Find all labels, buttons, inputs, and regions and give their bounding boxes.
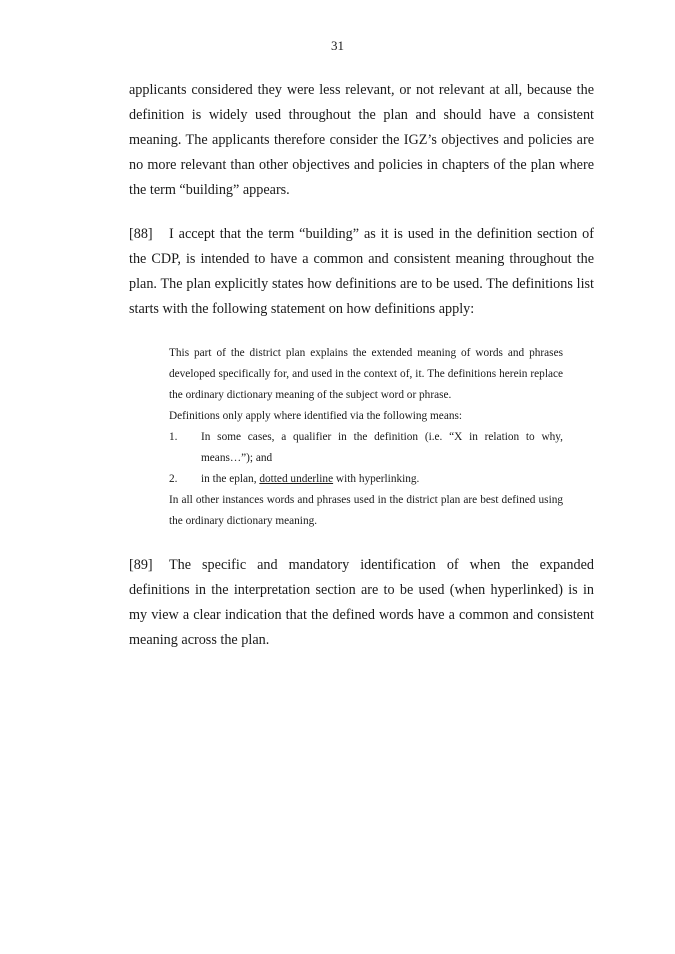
quote-list-text: In some cases, a qualifier in the definition (i.e. “X in relation to why, means…”); and bbox=[201, 431, 563, 464]
definitions-quote bbox=[169, 343, 563, 532]
paragraph-intro: applicants considered they were less relevant, or not relevant at all, because the definition is widely used throughout the plan and should have a consistent meaning. The applicants therefore consider the IGZ’s objectives and policies are no more relevant than other objectives and policies in chapters of the plan where the term “building” appears. bbox=[129, 82, 594, 198]
page-number: 31 bbox=[331, 38, 344, 53]
paragraph-88 bbox=[129, 222, 594, 322]
quote-item-2-after: with hyperlinking. bbox=[333, 473, 420, 485]
quote-lead: Definitions only apply where identified via the following means: bbox=[169, 410, 463, 422]
dotted-underline-example: dotted underline bbox=[259, 473, 334, 485]
quote-item-2-before: in the eplan, bbox=[201, 473, 260, 485]
quote-list-item-1 bbox=[169, 427, 563, 469]
paragraph-89-number: [89] bbox=[129, 557, 153, 573]
paragraph-89-text: The specific and mandatory identification of when the expanded definitions in the interpretation section are to be used (when hyperlinked) is in my view a clear indication that the defined words have a common and consistent meaning across the plan. bbox=[129, 557, 594, 648]
quote-intro: This part of the district plan explains the extended meaning of words and phrases developed specifically for, and used in the context of, it. The definitions herein replace the ordinary dictionary meaning of the subject word or phrase. bbox=[169, 347, 563, 401]
paragraph-88-text: I accept that the term “building” as it is used in the definition section of the CDP, is intended to have a common and consistent meaning throughout the plan. The plan explicitly states how definitions are to be used. The definitions list starts with the following statement on how definitions apply: bbox=[129, 226, 594, 317]
quote-list-text bbox=[201, 469, 563, 490]
paragraph-88-number: [88] bbox=[129, 226, 153, 242]
quote-closing: In all other instances words and phrases used in the district plan are best defined using the ordinary dictionary meaning. bbox=[169, 494, 563, 527]
paragraph-89 bbox=[129, 553, 594, 653]
quote-list-item-2 bbox=[169, 469, 563, 490]
quote-list-number: 2. bbox=[169, 473, 178, 485]
quote-list-number: 1. bbox=[169, 431, 178, 443]
